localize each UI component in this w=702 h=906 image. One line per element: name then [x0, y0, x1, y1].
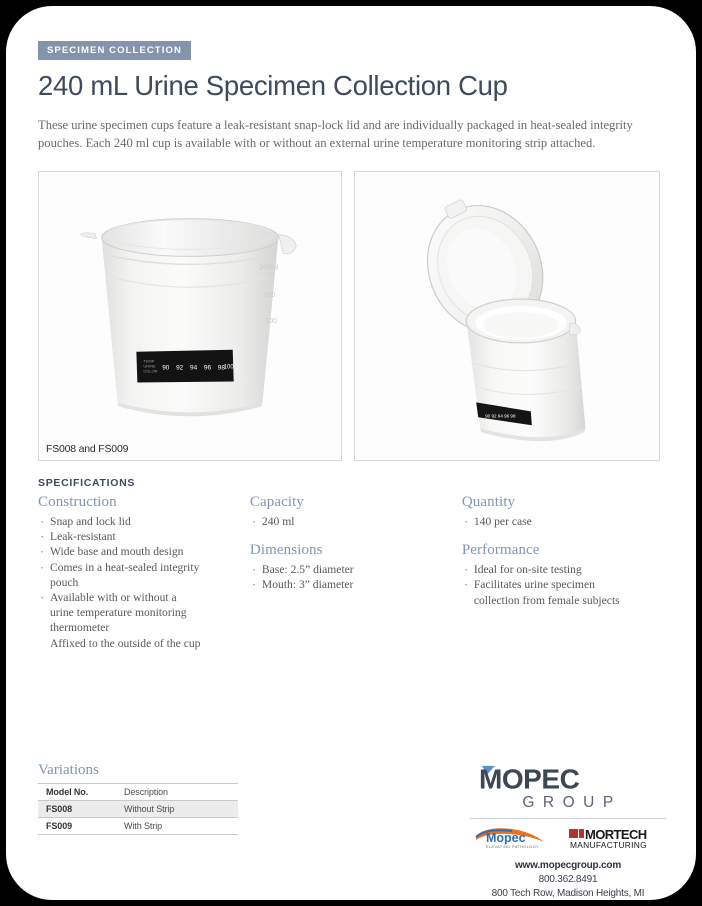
- spec-group-construction: [38, 494, 250, 651]
- column-header-model: Model No.: [38, 783, 116, 800]
- spec-column-1: [38, 494, 250, 664]
- spec-heading: Dimensions: [249, 542, 323, 559]
- svg-text:Mopec: Mopec: [486, 830, 526, 845]
- page-footer: [38, 762, 666, 900]
- variations-heading: Variations: [38, 761, 99, 778]
- spec-item: · Comes in a heat-sealed integrity: [38, 560, 250, 575]
- svg-text:94: 94: [190, 364, 198, 372]
- spec-group-capacity: [250, 494, 462, 529]
- svg-text:MANUFACTURING: MANUFACTURING: [570, 839, 647, 850]
- svg-text:100: 100: [265, 317, 278, 325]
- spec-item: · Snap and lock lid: [38, 514, 250, 529]
- spec-item-list: [38, 514, 250, 651]
- product-photo-gallery: [38, 171, 666, 461]
- spec-item-list: [462, 562, 666, 608]
- mopec-pathology-logo: [472, 826, 558, 850]
- spec-item: · Base: 2.5” diameter: [250, 562, 462, 577]
- spec-item-list: [250, 514, 462, 529]
- specifications-columns: [38, 494, 666, 664]
- spec-item-list: [462, 514, 666, 529]
- product-description: These urine specimen cups feature a leak-resistant snap-lock lid and are individually packaged in heat-sealed integrity pouches. Each 240 ml cup is available with or without an external urine temperature monitoring strip attached.: [38, 118, 633, 151]
- spec-heading: Capacity: [249, 494, 305, 511]
- variations-table: [38, 783, 238, 835]
- svg-text:200ml: 200ml: [259, 264, 279, 272]
- mailing-address: 800 Tech Row, Madison Heights, MI: [491, 888, 645, 900]
- spec-group-dimensions: [250, 542, 462, 592]
- spec-item-continued: thermometer: [50, 621, 110, 635]
- spec-item: · Mouth: 3” diameter: [250, 577, 462, 592]
- svg-text:150: 150: [263, 292, 276, 300]
- cell-description: Without Strip: [116, 800, 238, 817]
- website-url[interactable]: www.mopecgroup.com: [514, 859, 622, 871]
- cell-description: With Strip: [116, 817, 238, 834]
- svg-text:98: 98: [217, 364, 225, 372]
- variations-section: [38, 762, 238, 900]
- photo-caption-left: FS008 and FS009: [46, 443, 129, 456]
- brand-divider: [470, 818, 666, 819]
- cell-model: FS009: [38, 817, 116, 834]
- svg-text:90 92 94 96 98: 90 92 94 96 98: [485, 413, 516, 419]
- spec-item: · Facilitates urine specimen: [462, 577, 666, 592]
- spec-column-3: [462, 494, 666, 664]
- svg-text:ELEVATING PATHOLOGY: ELEVATING PATHOLOGY: [486, 843, 539, 849]
- svg-text:92: 92: [176, 364, 184, 372]
- spec-item-continued: urine temperature monitoring: [50, 606, 187, 620]
- open-cup-illustration: [355, 172, 659, 460]
- svg-text:TEMP: TEMP: [143, 358, 155, 364]
- spec-group-quantity: [462, 494, 666, 529]
- spec-item: · Wide base and mouth design: [38, 544, 250, 559]
- svg-text:MOPEC: MOPEC: [479, 763, 580, 792]
- spec-item-continued: collection from female subjects: [473, 593, 620, 607]
- brand-block: [470, 762, 666, 900]
- svg-text:90: 90: [162, 364, 170, 372]
- product-photo-open-cup: [354, 171, 660, 461]
- table-row: [38, 817, 238, 834]
- spec-item: · Available with or without a: [38, 590, 250, 605]
- cell-model: FS008: [38, 800, 116, 817]
- temperature-strip: [136, 350, 234, 383]
- phone-number: 800.362.8491: [538, 873, 598, 885]
- svg-text:96: 96: [203, 364, 212, 372]
- mortech-manufacturing-logo: [568, 826, 664, 850]
- spec-heading: Performance: [461, 542, 540, 559]
- sub-logos: [470, 826, 666, 850]
- closed-cup-illustration: [39, 172, 341, 460]
- mopec-group-word: GROUP: [522, 793, 622, 811]
- spec-heading: Quantity: [461, 494, 516, 511]
- spec-item-continued: Affixed to the outside of the cup: [50, 636, 201, 650]
- svg-text:URINE: URINE: [143, 363, 156, 369]
- product-photo-closed-cup: [38, 171, 342, 461]
- spec-item-continued: pouch: [50, 575, 79, 589]
- spec-item: · 240 ml: [250, 514, 462, 529]
- category-badge: SPECIMEN COLLECTION: [38, 41, 191, 60]
- page-content: [6, 6, 696, 900]
- table-row: [38, 800, 238, 817]
- spec-column-2: [250, 494, 462, 664]
- column-header-description: Description: [116, 783, 238, 800]
- svg-text:MORTECH: MORTECH: [585, 826, 647, 842]
- svg-text:100: 100: [223, 364, 234, 371]
- svg-text:COLOR: COLOR: [143, 368, 158, 374]
- spec-group-performance: [462, 542, 666, 608]
- product-sheet-page: [6, 6, 696, 900]
- page-title: 240 mL Urine Specimen Collection Cup: [38, 69, 508, 101]
- table-header-row: [38, 783, 238, 800]
- spec-item: · Ideal for on-site testing: [462, 562, 666, 577]
- contact-info: [470, 859, 666, 900]
- specifications-label: SPECIFICATIONS: [38, 477, 136, 490]
- spec-item: · Leak-resistant: [38, 529, 250, 544]
- mopec-logo: [470, 764, 656, 792]
- spec-item: · 140 per case: [462, 514, 666, 529]
- spec-heading: Construction: [38, 494, 117, 511]
- spec-item-list: [250, 562, 462, 592]
